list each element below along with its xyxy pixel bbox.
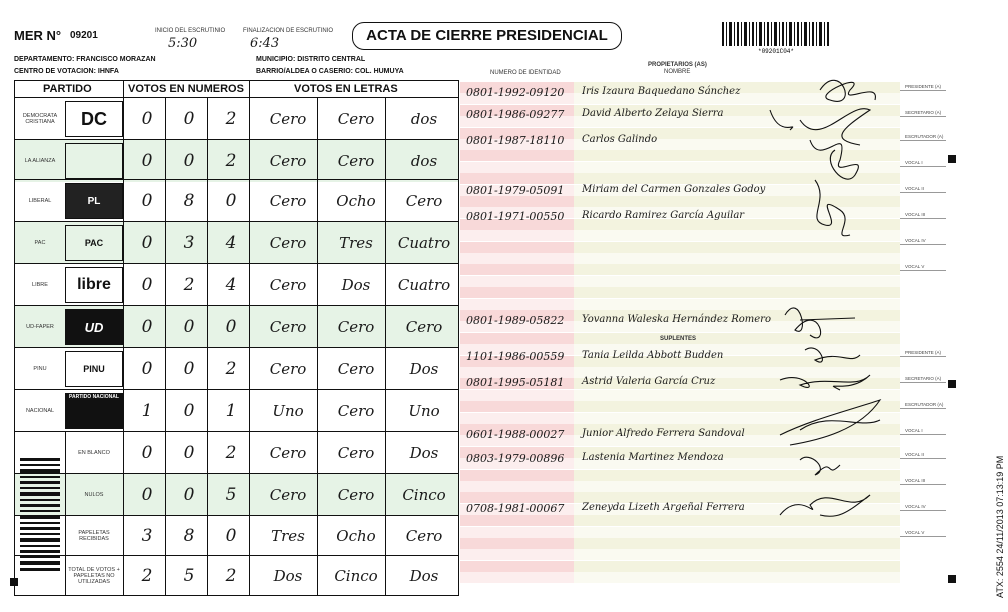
vote-word: Cero: [337, 444, 375, 462]
role-label: VOCAL III: [905, 212, 926, 217]
role-label: VOCAL I: [905, 428, 923, 433]
vote-digit: 0: [141, 233, 153, 253]
signature-5: [785, 308, 855, 338]
vote-word: Cero: [269, 360, 307, 378]
member-id: 0801-1986-09277: [466, 108, 565, 121]
party-row: [15, 139, 458, 182]
signature-line: [900, 356, 946, 357]
member-name: Miriam del Carmen Gonzales Godoy: [582, 184, 766, 195]
col-partido: PARTIDO: [43, 83, 92, 95]
member-id: 0801-1992-09120: [466, 86, 565, 99]
id-stripe: [460, 333, 574, 344]
vote-word: Cero: [337, 110, 375, 128]
party-row: [15, 347, 458, 390]
member-name: David Alberto Zelaya Sierra: [582, 108, 724, 119]
member-name: Junior Alfredo Ferrera Sandoval: [582, 428, 745, 439]
signature-line: [900, 270, 946, 271]
role-label: VOCAL IV: [905, 238, 926, 243]
id-stripe: [460, 173, 574, 184]
vote-digit: 0: [141, 359, 153, 379]
vote-word: Cero: [337, 318, 375, 336]
vote-word: Cero: [405, 192, 443, 210]
col-nombre-header: NOMBRE: [664, 69, 691, 75]
row-label: UD-FAPER: [26, 324, 54, 330]
vote-digit: 4: [225, 233, 237, 253]
vote-digit: 0: [141, 317, 153, 337]
vote-word: Cero: [269, 444, 307, 462]
id-stripe: [460, 390, 574, 401]
vote-digit: 2: [225, 566, 237, 586]
vote-digit: 2: [225, 109, 237, 129]
registration-mark: [948, 380, 956, 388]
vote-word: dos: [410, 110, 438, 128]
barcode-text: *09201C04*: [757, 48, 795, 54]
vote-word: Cero: [269, 234, 307, 252]
id-stripe: [460, 242, 574, 253]
total-row: [15, 515, 458, 556]
id-stripe: [460, 549, 574, 560]
role-label: VOCAL I: [905, 160, 923, 165]
inicio-label: INICIO DEL ESCRUTINIO: [155, 28, 226, 34]
timestamp-stamp: ATX: 2554 24/11/2013 07:13:19 PM: [995, 455, 1005, 598]
row-label: TOTAL DE VOTOS + PAPELETAS NO UTILIZADAS: [68, 567, 120, 585]
id-stripe: [460, 264, 574, 275]
total-row: [15, 431, 458, 474]
role-label: PRESIDENTE (A): [905, 350, 942, 355]
vote-word: Dos: [341, 276, 371, 294]
signature-1: [820, 80, 875, 101]
vote-word: Cero: [337, 152, 375, 170]
municipio: MUNICIPIO: DISTRITO CENTRAL: [256, 56, 366, 63]
member-name: Tania Leilda Abbott Budden: [582, 350, 724, 361]
party-row: [15, 305, 458, 348]
id-stripe: [460, 572, 574, 583]
party-logo: [65, 143, 123, 179]
member-id: 0801-1979-05091: [466, 184, 565, 197]
signature-line: [900, 90, 946, 91]
vote-digit: 1: [225, 401, 237, 421]
party-logo: DC: [65, 101, 123, 137]
finalizacion-value: 6:43: [250, 36, 280, 51]
vote-digit: 0: [183, 317, 195, 337]
vote-word: dos: [410, 152, 438, 170]
signature-7: [780, 375, 870, 390]
role-label: VOCAL V: [905, 530, 925, 535]
table-header: [15, 81, 458, 97]
id-stripe: [460, 470, 574, 481]
role-label: ESCRUTADOR (A): [905, 402, 944, 407]
name-stripe: [574, 561, 900, 572]
vote-word: Dos: [409, 567, 439, 585]
role-label: ESCRUTADOR (A): [905, 134, 944, 139]
signature-line: [900, 382, 946, 383]
role-label: VOCAL II: [905, 452, 924, 457]
member-id: 0708-1981-00067: [466, 502, 565, 515]
role-label: SECRETARIO (A): [905, 376, 942, 381]
signature-line: [900, 166, 946, 167]
party-logo: UD: [65, 309, 123, 345]
vote-digit: 2: [141, 566, 153, 586]
vote-word: Cero: [405, 318, 443, 336]
inicio-value: 5:30: [168, 36, 198, 51]
member-name: Ricardo Ramirez García Aguilar: [582, 210, 745, 221]
signature-9: [800, 457, 840, 475]
name-stripe: [574, 572, 900, 583]
party-row: [15, 389, 458, 432]
signature-line: [900, 458, 946, 459]
vote-digit: 1: [141, 401, 153, 421]
id-stripe: [460, 196, 574, 207]
vote-digit: 2: [225, 359, 237, 379]
vote-word: Uno: [408, 402, 440, 420]
vote-word: Uno: [272, 402, 304, 420]
signature-line: [900, 192, 946, 193]
vote-word: Cero: [337, 402, 375, 420]
id-stripe: [460, 150, 574, 161]
id-stripe: [460, 561, 574, 572]
signature-3: [810, 140, 858, 179]
member-id: 0801-1971-00550: [466, 210, 565, 223]
vote-word: Cero: [405, 527, 443, 545]
finalizacion-label: FINALIZACION DE ESCRUTINIO: [243, 28, 334, 34]
vote-digit: 0: [183, 443, 195, 463]
signature-8: [780, 400, 880, 445]
id-stripe: [460, 299, 574, 310]
member-id: 0801-1995-05181: [466, 376, 565, 389]
mer-number: 09201: [70, 30, 98, 41]
member-id: 0801-1989-05822: [466, 314, 565, 327]
vote-digit: 0: [141, 151, 153, 171]
total-row: [15, 555, 458, 596]
total-row: [15, 473, 458, 516]
signature-line: [900, 536, 946, 537]
member-id: 0803-1979-00896: [466, 452, 565, 465]
col-identidad-header: NUMERO DE IDENTIDAD: [490, 70, 561, 76]
party-row: [15, 263, 458, 306]
barrio: BARRIO/ALDEA O CASERIO: COL. HUMUYA: [256, 68, 404, 75]
member-name: Iris Izaura Baquedano Sánchez: [582, 86, 741, 97]
party-logo: libre: [65, 267, 123, 303]
party-logo: PL: [65, 183, 123, 219]
vote-word: Cero: [269, 318, 307, 336]
member-name: Zeneyda Lizeth Argeñal Ferrera: [582, 502, 745, 513]
signature-line: [900, 434, 946, 435]
signature-line: [900, 116, 946, 117]
vote-digit: 5: [183, 566, 195, 586]
member-id: 1101-1986-00559: [466, 350, 565, 363]
document-title: ACTA DE CIERRE PRESIDENCIAL: [352, 22, 622, 50]
col-numeros: VOTOS EN NUMEROS: [128, 83, 244, 95]
vote-word: Cero: [269, 152, 307, 170]
registration-mark: [948, 155, 956, 163]
vote-digit: 0: [141, 191, 153, 211]
row-label: NACIONAL: [25, 408, 55, 414]
vote-word: Cero: [337, 486, 375, 504]
row-label: LIBERAL: [28, 198, 52, 204]
vote-word: Ocho: [336, 192, 376, 210]
member-name: Yovanna Waleska Hernández Romero: [582, 314, 771, 325]
row-label: NULOS: [84, 492, 104, 498]
party-row: [15, 179, 458, 222]
vote-digit: 5: [225, 485, 237, 505]
role-label: VOCAL V: [905, 264, 925, 269]
vote-word: Cero: [269, 110, 307, 128]
vote-digit: 8: [183, 191, 195, 211]
member-id: 0601-1988-00027: [466, 428, 565, 441]
signature-line: [900, 140, 946, 141]
id-stripe: [460, 276, 574, 287]
vote-word: Cero: [269, 486, 307, 504]
vote-digit: 3: [141, 526, 153, 546]
signature-10: [780, 495, 870, 516]
id-stripe: [460, 401, 574, 412]
vote-word: Ocho: [336, 527, 376, 545]
suplentes-label: SUPLENTES: [660, 336, 697, 342]
signature-line: [900, 218, 946, 219]
vote-digit: 0: [183, 359, 195, 379]
id-stripe: [460, 287, 574, 298]
party-logo: PAC: [65, 225, 123, 261]
registration-mark: [948, 575, 956, 583]
vote-digit: 0: [141, 275, 153, 295]
party-row: [15, 221, 458, 264]
registration-mark: [10, 578, 18, 586]
vote-digit: 0: [225, 191, 237, 211]
id-stripe: [460, 413, 574, 424]
member-name: Carlos Galindo: [582, 134, 658, 145]
signature-line: [900, 244, 946, 245]
row-label: LA ALIANZA: [24, 158, 56, 164]
signature-4: [815, 180, 850, 236]
role-label: VOCAL IV: [905, 504, 926, 509]
id-stripe: [460, 481, 574, 492]
row-label: LIBRE: [32, 282, 48, 288]
vote-digit: 2: [183, 275, 195, 295]
vote-digit: 0: [225, 526, 237, 546]
vote-digit: 0: [183, 151, 195, 171]
vote-word: Tres: [339, 234, 373, 252]
id-stripe: [460, 527, 574, 538]
signature-line: [900, 510, 946, 511]
mer-label: MER N°: [14, 28, 62, 43]
vote-digit: 0: [141, 443, 153, 463]
id-stripe: [460, 515, 574, 526]
vote-digit: 3: [183, 233, 195, 253]
centro-votacion: CENTRO DE VOTACION: IHNFA: [14, 68, 119, 75]
signature-line: [900, 408, 946, 409]
id-stripe: [460, 253, 574, 264]
vote-digit: 0: [183, 401, 195, 421]
signatures: [757, 48, 900, 560]
vote-digit: 2: [225, 151, 237, 171]
vote-word: Cero: [269, 192, 307, 210]
signature-2: [770, 109, 870, 145]
vote-digit: 0: [141, 485, 153, 505]
vote-digit: 0: [183, 485, 195, 505]
vote-word: Tres: [271, 527, 305, 545]
role-label: PRESIDENTE (A): [905, 84, 942, 89]
vote-digit: 0: [225, 317, 237, 337]
party-logo: PARTIDO NACIONAL: [65, 393, 123, 429]
member-name: Lastenia Martinez Mendoza: [582, 452, 724, 463]
member-id: 0801-1987-18110: [466, 134, 565, 147]
vote-digit: 8: [183, 526, 195, 546]
side-barcode: [20, 458, 60, 573]
vote-word: Cero: [269, 276, 307, 294]
vote-word: Dos: [409, 444, 439, 462]
member-name: Astrid Valeria García Cruz: [582, 376, 716, 387]
id-stripe: [460, 538, 574, 549]
vote-digit: 0: [183, 109, 195, 129]
vote-digit: 2: [225, 443, 237, 463]
votes-table: [14, 80, 459, 596]
id-stripe: [460, 230, 574, 241]
vote-word: Cuatro: [397, 276, 451, 294]
col-propietarios-header: PROPIETARIOS (AS): [648, 62, 707, 68]
col-letras: VOTOS EN LETRAS: [294, 83, 398, 95]
vote-word: Dos: [273, 567, 303, 585]
id-stripe: [460, 162, 574, 173]
row-label: PAC: [34, 240, 46, 246]
vote-word: Cinco: [334, 567, 378, 585]
row-label: PAPELETAS RECIBIDAS: [78, 530, 110, 542]
signature-line: [900, 484, 946, 485]
row-label: PINU: [33, 366, 47, 372]
row-label: DEMOCRATA CRISTIANA: [22, 113, 58, 125]
vote-digit: 4: [225, 275, 237, 295]
vote-word: Dos: [409, 360, 439, 378]
vote-word: Cinco: [402, 486, 446, 504]
departamento: DEPARTAMENTO: FRANCISCO MORAZAN: [14, 56, 156, 63]
vote-digit: 0: [141, 109, 153, 129]
signature-6: [805, 348, 860, 362]
role-label: VOCAL III: [905, 478, 926, 483]
party-logo: PINU: [65, 351, 123, 387]
role-label: VOCAL II: [905, 186, 924, 191]
party-row: [15, 97, 458, 140]
vote-word: Cero: [337, 360, 375, 378]
row-label: EN BLANCO: [78, 450, 110, 456]
role-label: SECRETARIO (A): [905, 110, 942, 115]
vote-word: Cuatro: [397, 234, 451, 252]
